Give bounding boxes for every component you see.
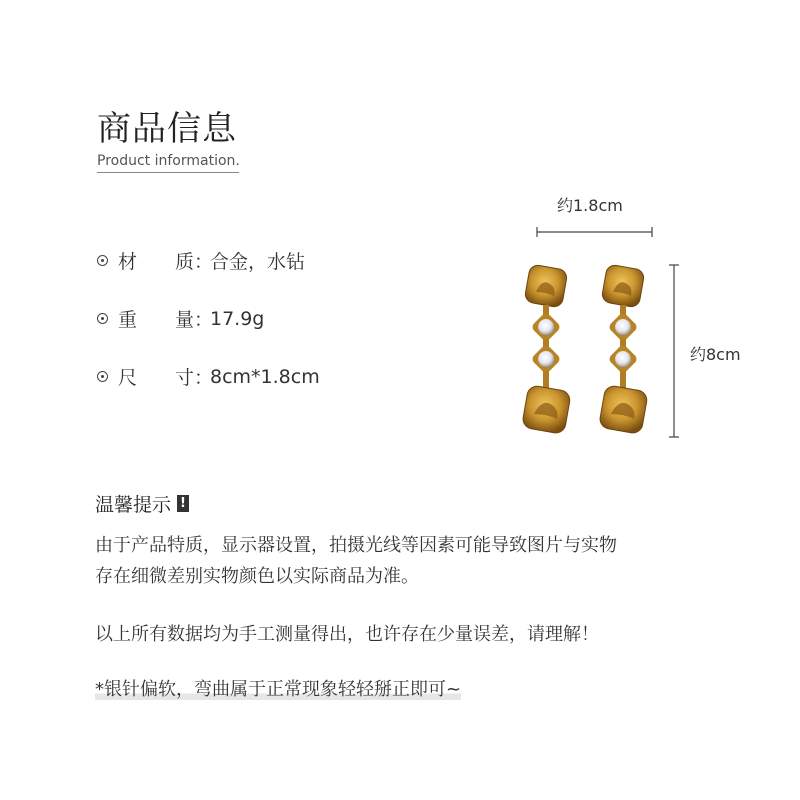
exclamation-icon: !: [177, 495, 189, 512]
height-label: 约8cm: [690, 345, 741, 364]
notice-line-3: 以上所有数据均为手工测量得出，也许存在少量误差，请理解！: [95, 624, 599, 645]
notice-line-4: [95, 674, 461, 705]
page-subtitle: Product information.: [97, 153, 239, 173]
width-dimension-line: [537, 227, 652, 237]
spec-value: 合金，水钻: [210, 251, 306, 273]
spec-label: 尺 寸：: [118, 367, 214, 389]
earring-left: [521, 264, 571, 434]
spec-label: 重 量：: [118, 309, 214, 331]
height-dimension-line: [669, 265, 679, 437]
notice-line-1: 由于产品特质，显示器设置，拍摄光线等因素可能导致图片与实物: [95, 535, 617, 556]
notice-title: [95, 490, 189, 517]
notice-line-4-text: *银针偏软，弯曲属于正常现象轻轻掰正即可~: [95, 679, 462, 700]
spec-label: 材 质：: [118, 251, 214, 273]
earring-right: [598, 264, 648, 434]
spec-value: 8cm*1.8cm: [210, 365, 320, 388]
width-label: 约1.8cm: [557, 196, 623, 215]
notice-line-2: 存在细微差别实物颜色以实际商品为准。: [95, 566, 419, 587]
notice-title-text: 温馨提示: [95, 494, 172, 516]
spec-value: 17.9g: [210, 307, 265, 330]
page-title: 商品信息: [97, 109, 237, 149]
